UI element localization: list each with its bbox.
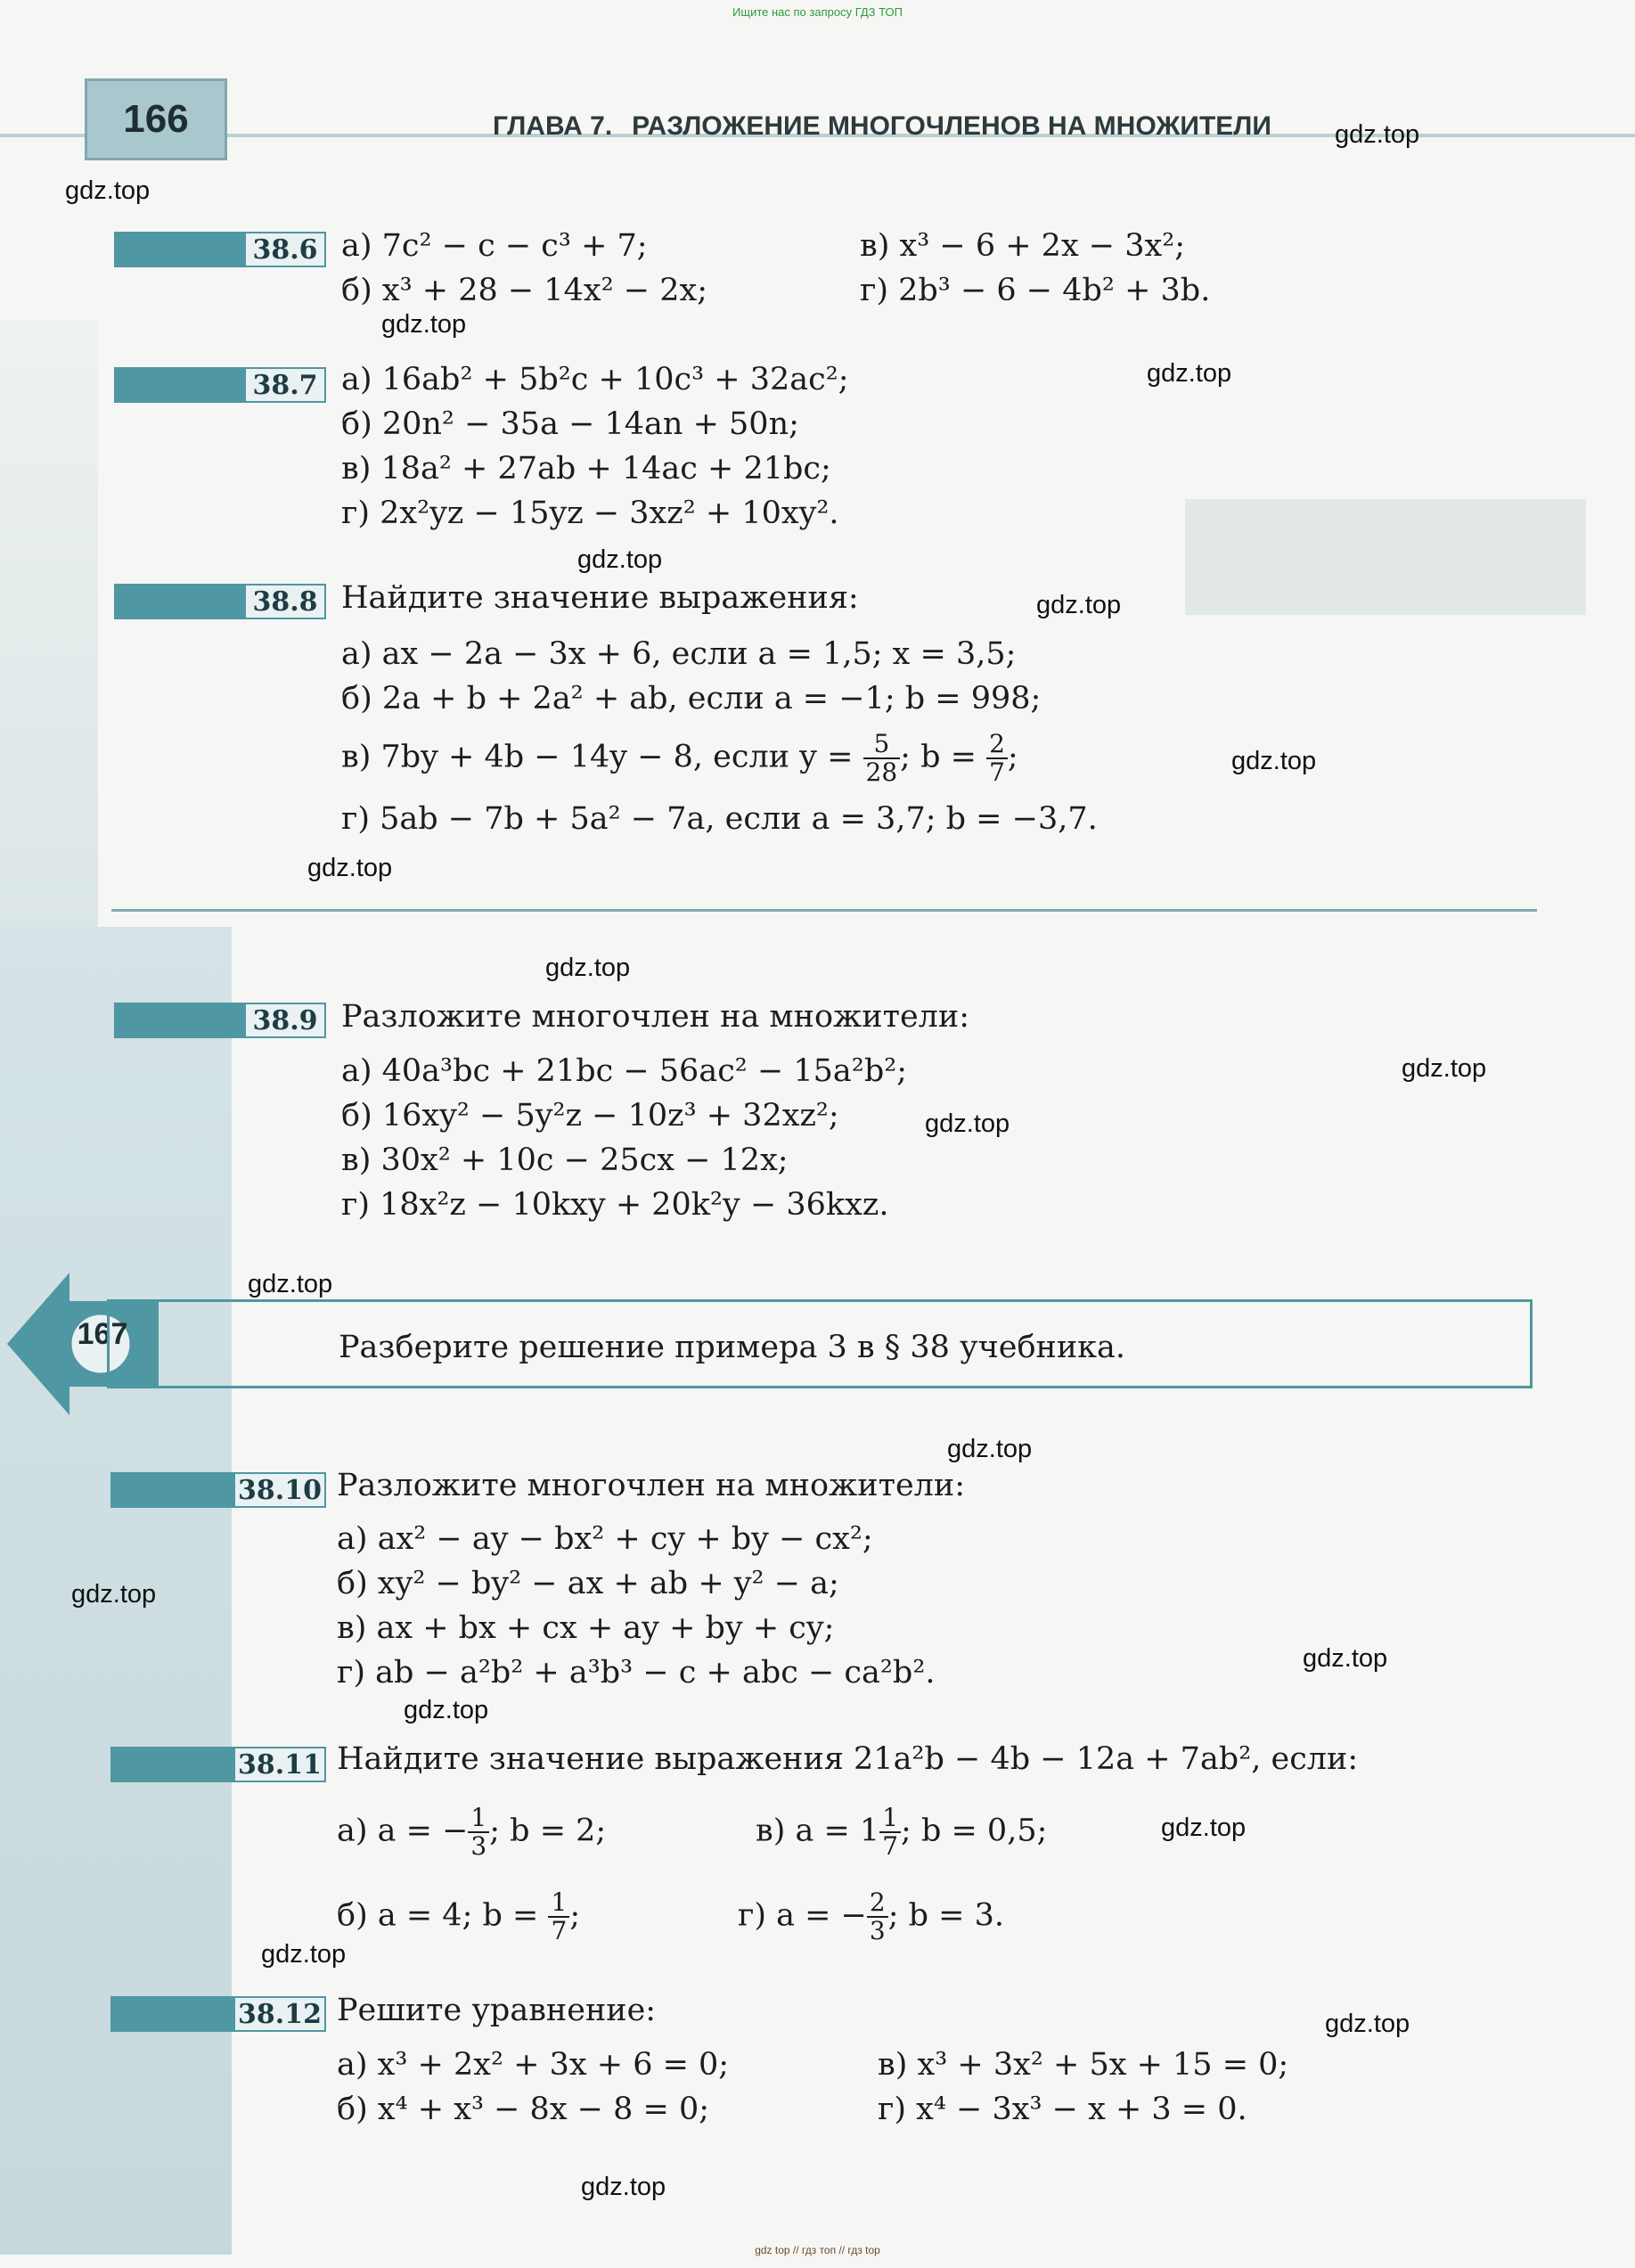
problem-38-8-item-b: б) 2a + b + 2a² + ab, если a = −1; b = 998; — [341, 681, 1042, 716]
numerator: 1 — [548, 1889, 569, 1918]
problem-number: 38.9 — [244, 1003, 326, 1038]
fraction — [986, 731, 1008, 786]
problem-number-bar — [114, 1003, 246, 1038]
problem-number-bar — [110, 1996, 235, 2032]
reference-note-text: Разберите решение примера 3 в § 38 учебника. — [339, 1330, 1126, 1365]
reference-number: 167 — [77, 1317, 128, 1351]
watermark: gdz.top — [1036, 591, 1122, 619]
section-divider — [111, 909, 1537, 912]
problem-number: 38.11 — [233, 1747, 326, 1782]
item-text: ; b = 0,5; — [901, 1813, 1048, 1849]
problem-38-12-title: Решите уравнение: — [337, 1993, 657, 2028]
problem-number: 38.6 — [244, 232, 326, 267]
problem-38-8-title: Найдите значение выражения: — [341, 580, 859, 616]
problem-number-bar — [114, 584, 246, 619]
problem-38-12-item-g: г) x⁴ − 3x³ − x + 3 = 0. — [878, 2092, 1247, 2127]
watermark: gdz.top — [581, 2173, 666, 2201]
chapter-title: РАЗЛОЖЕНИЕ МНОГОЧЛЕНОВ НА МНОЖИТЕЛИ — [632, 111, 1271, 141]
sidebar-upper-band — [0, 321, 98, 927]
problem-38-10-item-g: г) ab − a²b² + a³b³ − c + abc − ca²b². — [337, 1655, 936, 1691]
watermark: gdz.top — [1325, 2010, 1410, 2038]
problem-38-6-item-b: б) x³ + 28 − 14x² − 2x; — [341, 273, 707, 308]
item-text: ; — [569, 1897, 581, 1934]
problem-38-8-item-a: а) ax − 2a − 3x + 6, если a = 1,5; x = 3,5; — [341, 636, 1017, 672]
page-number: 166 — [85, 78, 227, 160]
fraction — [468, 1805, 489, 1860]
watermark: gdz.top — [1402, 1054, 1487, 1083]
problem-38-10-title: Разложите многочлен на множители: — [337, 1468, 966, 1503]
denominator: 3 — [470, 1831, 487, 1861]
problem-38-7-item-b: б) 20n² − 35a − 14an + 50n; — [341, 406, 799, 442]
problem-38-8-item-v — [341, 731, 1018, 786]
fraction — [863, 731, 901, 786]
problem-38-10-item-b: б) xy² − by² − ax + ab + y² − a; — [337, 1566, 839, 1601]
watermark: gdz.top — [925, 1109, 1010, 1138]
problem-number-bar — [110, 1747, 235, 1782]
chapter-heading — [493, 111, 1271, 142]
item-text: г) a = − — [738, 1897, 867, 1934]
problem-38-10-item-a: а) ax² − ay − bx² + cy + by − cx²; — [337, 1521, 873, 1557]
problem-38-11-item-b — [337, 1889, 580, 1945]
top-note: Ищите нас по запросу ГДЗ ТОП — [732, 5, 903, 19]
watermark: gdz.top — [381, 310, 467, 339]
watermark: gdz.top — [248, 1270, 333, 1298]
problem-38-11-title: Найдите значение выражения 21a²b − 4b − 12a + 7ab², если: — [337, 1741, 1359, 1777]
problem-38-6-item-v: в) x³ − 6 + 2x − 3x²; — [860, 228, 1186, 264]
numerator: 1 — [468, 1805, 489, 1833]
watermark: gdz.top — [545, 954, 631, 982]
numerator: 2 — [986, 731, 1008, 759]
watermark: gdz.top — [65, 176, 151, 205]
problem-38-9-title: Разложите многочлен на множители: — [341, 999, 970, 1035]
problem-number: 38.7 — [244, 367, 326, 403]
problem-38-7-item-g: г) 2x²yz − 15yz − 3xz² + 10xy². — [341, 495, 839, 531]
chapter-label: ГЛАВА 7. — [493, 111, 613, 141]
problem-38-7-item-a: а) 16ab² + 5b²c + 10c³ + 32ac²; — [341, 362, 849, 397]
watermark: gdz.top — [404, 1696, 489, 1724]
problem-number: 38.10 — [233, 1472, 326, 1508]
item-text: а) a = − — [337, 1813, 469, 1849]
item-text: в) a = 1 — [756, 1813, 880, 1849]
problem-number: 38.8 — [244, 584, 326, 619]
watermark: gdz.top — [1335, 120, 1420, 149]
problem-number-bar — [110, 1472, 235, 1508]
problem-38-10-item-v: в) ax + bx + cx + ay + by + cy; — [337, 1610, 835, 1646]
problem-38-9-item-g: г) 18x²z − 10kxy + 20k²y − 36kxz. — [341, 1187, 889, 1223]
item-text: в) 7by + 4b − 14y − 8, если y = — [341, 739, 854, 775]
item-text: ; — [1007, 739, 1018, 775]
problem-38-11-item-g — [738, 1889, 1004, 1945]
problem-38-9-item-a: а) 40a³bc + 21bc − 56ac² − 15a²b²; — [341, 1053, 908, 1089]
watermark: gdz.top — [947, 1435, 1033, 1463]
watermark: gdz.top — [1303, 1644, 1388, 1673]
fraction — [548, 1889, 569, 1945]
problem-number-bar — [114, 232, 246, 267]
fraction — [879, 1805, 901, 1860]
problem-number-bar — [114, 367, 246, 403]
problem-38-12-item-a: а) x³ + 2x² + 3x + 6 = 0; — [337, 2047, 730, 2083]
denominator: 7 — [551, 1916, 568, 1945]
bottom-note: gdz top // гдз топ // гдз top — [755, 2244, 880, 2256]
problem-38-6-item-a: а) 7c² − c − c³ + 7; — [341, 228, 648, 264]
problem-38-9-item-b: б) 16xy² − 5y²z − 10z³ + 32xz²; — [341, 1098, 839, 1134]
numerator: 2 — [867, 1889, 888, 1918]
bleed-through-title — [1185, 499, 1586, 615]
problem-38-12-item-b: б) x⁴ + x³ − 8x − 8 = 0; — [337, 2092, 710, 2127]
watermark: gdz.top — [307, 854, 393, 882]
watermark: gdz.top — [1147, 359, 1232, 388]
fraction — [867, 1889, 888, 1945]
problem-38-11-item-v — [756, 1805, 1047, 1860]
problem-38-8-item-g: г) 5ab − 7b + 5a² − 7a, если a = 3,7; b = −3,7. — [341, 801, 1098, 837]
watermark: gdz.top — [261, 1940, 347, 1969]
watermark: gdz.top — [71, 1580, 157, 1609]
numerator: 1 — [879, 1805, 901, 1833]
denominator: 3 — [869, 1916, 886, 1945]
denominator: 7 — [882, 1831, 899, 1861]
item-text: б) a = 4; b = — [337, 1897, 539, 1934]
problem-38-12-item-v: в) x³ + 3x² + 5x + 15 = 0; — [878, 2047, 1289, 2083]
problem-number: 38.12 — [233, 1996, 326, 2032]
problem-38-6-item-g: г) 2b³ − 6 − 4b² + 3b. — [860, 273, 1211, 308]
watermark: gdz.top — [577, 545, 663, 574]
item-text: ; b = 3. — [887, 1897, 1005, 1934]
item-text: ; b = 2; — [489, 1813, 607, 1849]
problem-38-9-item-v: в) 30x² + 10c − 25cx − 12x; — [341, 1142, 789, 1178]
problem-38-11-item-a — [337, 1805, 606, 1860]
item-text: ; b = — [900, 739, 977, 775]
numerator: 5 — [863, 731, 901, 759]
denominator: 7 — [989, 757, 1005, 787]
problem-38-7-item-v: в) 18a² + 27ab + 14ac + 21bc; — [341, 451, 831, 487]
denominator: 28 — [865, 757, 898, 787]
watermark: gdz.top — [1161, 1814, 1247, 1842]
watermark: gdz.top — [1231, 747, 1317, 775]
